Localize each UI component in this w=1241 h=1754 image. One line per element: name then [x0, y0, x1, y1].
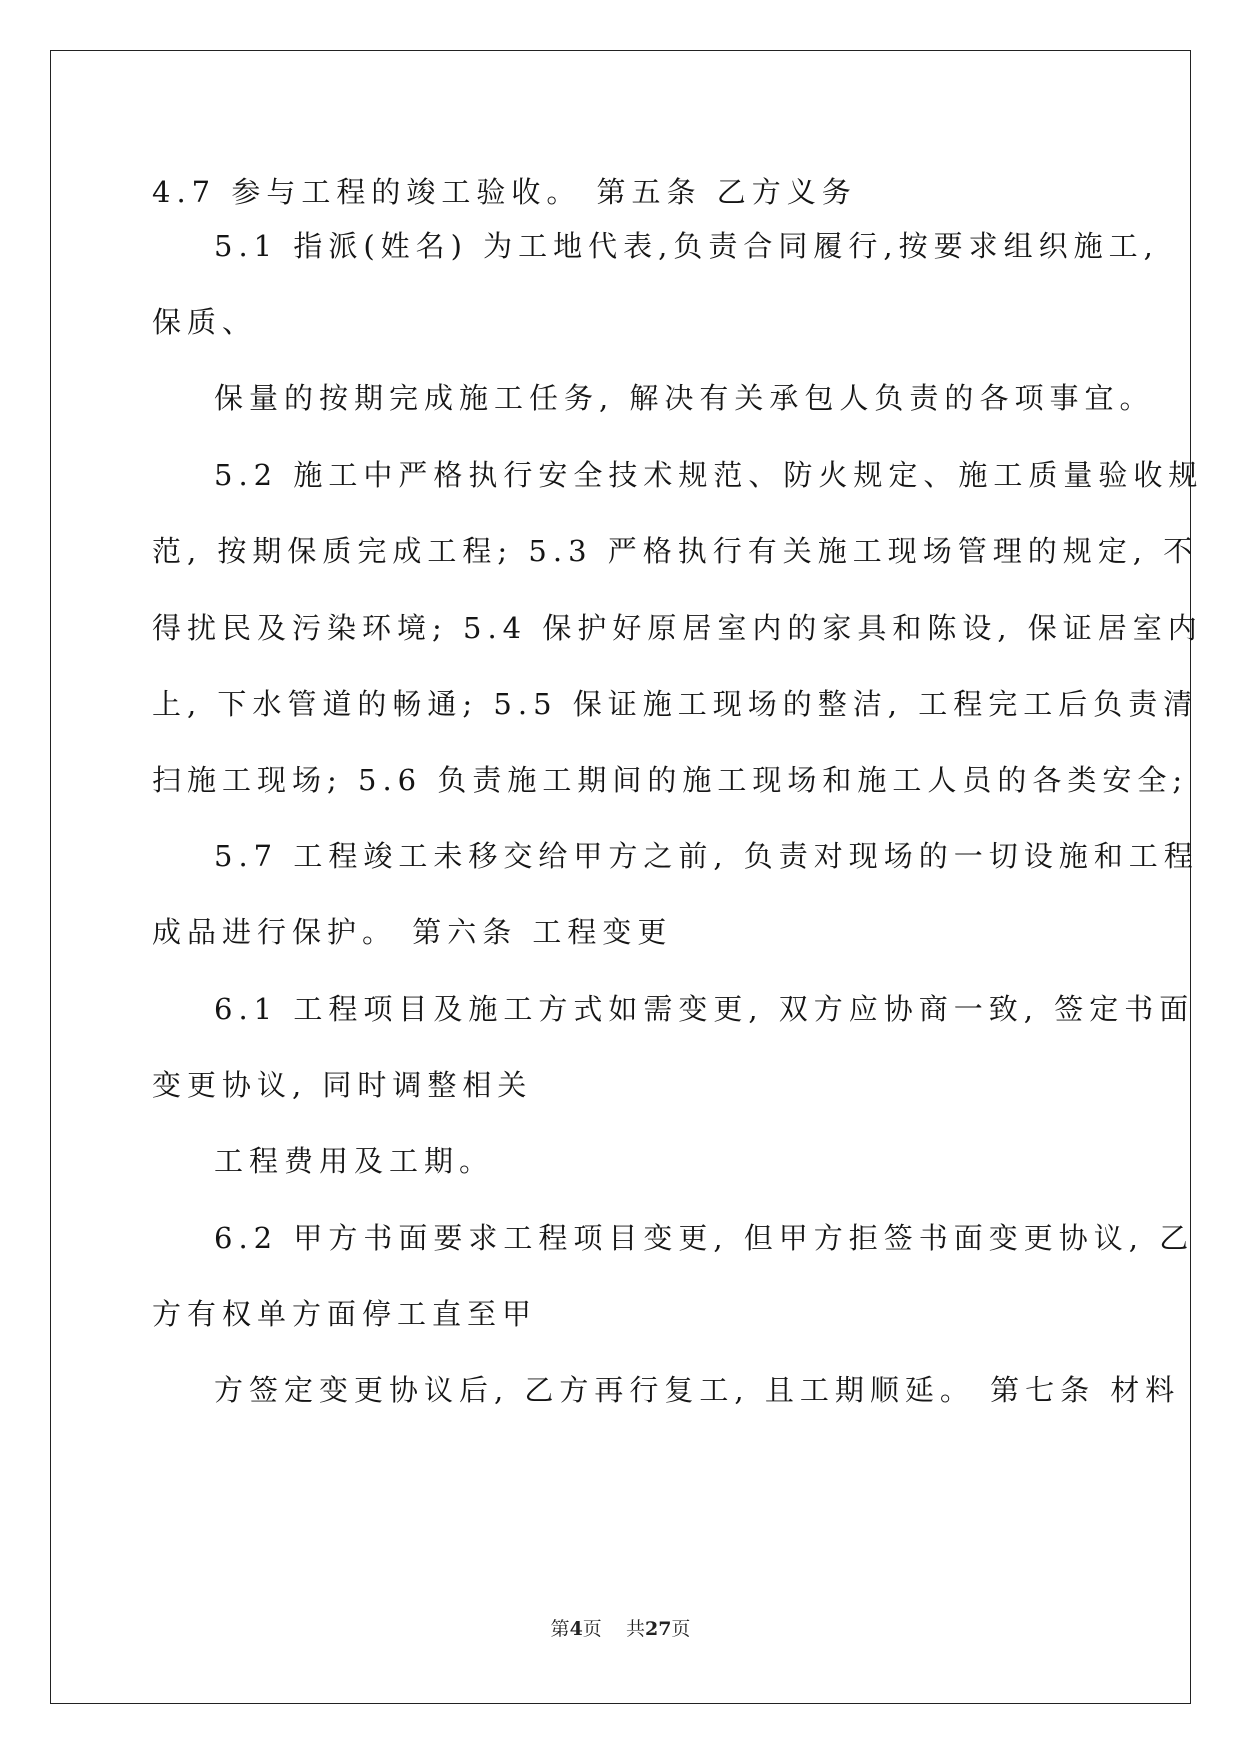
text-line-4: 保量的按期完成施工任务, 解决有关承包人负责的各项事宜。	[214, 381, 1155, 415]
page-border	[50, 50, 1191, 1704]
footer-suffix: 页	[671, 1618, 691, 1640]
text-line-9: 扫施工现场; 5.6 负责施工期间的施工现场和施工人员的各类安全;	[152, 763, 1189, 797]
text-line-5: 5.2 施工中严格执行安全技术规范、防火规定、施工质量验收规	[214, 458, 1204, 492]
text-line-2: 5.1 指派(姓名) 为工地代表,负责合同履行,按要求组织施工,	[214, 229, 1159, 263]
text-line-12: 6.1 工程项目及施工方式如需变更, 双方应协商一致, 签定书面	[214, 992, 1195, 1026]
text-line-3: 保质、	[152, 305, 258, 339]
footer-page-number: 4	[569, 1618, 583, 1640]
text-line-17: 方签定变更协议后, 乙方再行复工, 且工期顺延。 第七条 材料	[214, 1373, 1181, 1407]
text-line-6: 范, 按期保质完成工程; 5.3 严格执行有关施工现场管理的规定, 不	[152, 534, 1199, 568]
text-line-7: 得扰民及污染环境; 5.4 保护好原居室内的家具和陈设, 保证居室内	[152, 611, 1203, 645]
footer-prefix: 第	[550, 1618, 570, 1640]
footer-total-pages: 27	[644, 1618, 672, 1640]
text-line-1: 4.7 参与工程的竣工验收。 第五条 乙方义务	[152, 175, 857, 209]
text-line-15: 6.2 甲方书面要求工程项目变更, 但甲方拒签书面变更协议, 乙	[214, 1221, 1195, 1255]
text-line-13: 变更协议, 同时调整相关	[152, 1068, 533, 1102]
text-line-11: 成品进行保护。 第六条 工程变更	[152, 915, 673, 949]
text-line-10: 5.7 工程竣工未移交给甲方之前, 负责对现场的一切设施和工程	[214, 839, 1199, 873]
page-footer	[0, 1614, 1241, 1641]
text-line-16: 方有权单方面停工直至甲	[152, 1297, 538, 1331]
footer-middle: 页 共	[582, 1618, 645, 1640]
text-line-14: 工程费用及工期。	[214, 1144, 495, 1178]
text-line-8: 上, 下水管道的畅通; 5.5 保证施工现场的整洁, 工程完工后负责清	[152, 687, 1199, 721]
